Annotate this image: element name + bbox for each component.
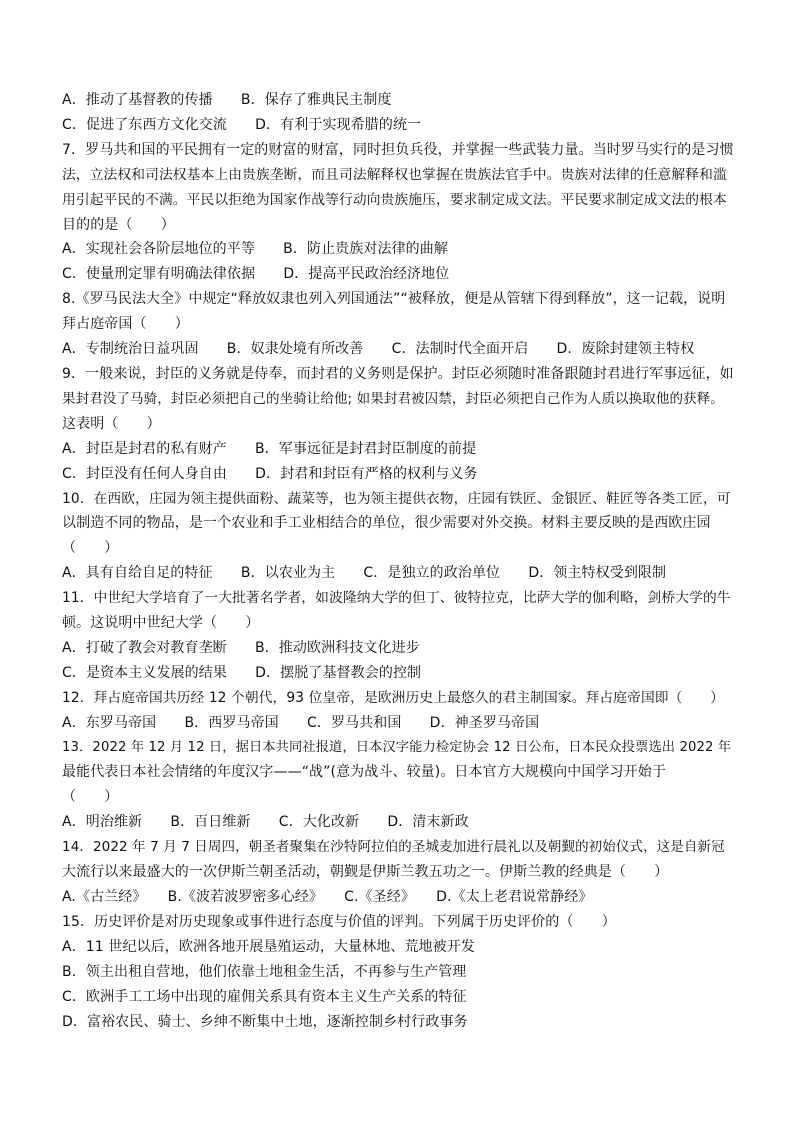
text-line: 10．在西欧，庄园为领主提供面粉、蔬菜等，也为领主提供衣物，庄园有铁匠、金银匠、鞋匠等各类工匠，可 (62, 490, 731, 507)
text-line: A．东罗马帝国 B．西罗马帝国 C．罗马共和国 D．神圣罗马帝国 (62, 714, 540, 731)
text-line: A．实现社会各阶层地位的平等 B．防止贵族对法律的曲解 (62, 241, 448, 258)
text-line: C．使量刑定罪有明确法律依据 D．提高平民政治经济地位 (62, 266, 450, 283)
text-line: 拜占庭帝国（ ） (62, 316, 189, 333)
text-line: 12．拜占庭帝国共历经 12 个朝代，93 位皇帝，是欧洲历史上最悠久的君主制国家。拜占庭帝国即（ ） (62, 689, 725, 706)
text-line: A．明治维新 B．百日维新 C．大化改新 D．清末新政 (62, 814, 469, 831)
text-line: A．推动了基督教的传播 B．保存了雅典民主制度 (62, 92, 392, 108)
text-line: C．封臣没有任何人身自由 D．封君和封臣有严格的权利与义务 (62, 465, 478, 482)
text-line: （ ） (62, 540, 119, 557)
text-line: C．欧洲手工工场中出现的雇佣关系具有资本主义生产关系的特征 (62, 988, 467, 1005)
text-line: A．封臣是封君的私有财产 B．军事远征是封君封臣制度的前提 (62, 440, 477, 457)
text-line: 11．中世纪大学培育了一大批著名学者，如波隆纳大学的但丁、彼特拉克，比萨大学的伽利略，剑桥大学的牛 (62, 590, 731, 607)
text-line: 7．罗马共和国的平民拥有一定的财富的财富，同时担负兵役，并掌握一些武装力量。当时罗马实行的是习惯 (62, 141, 734, 158)
text-line: 大流行以来最盛大的一次伊斯兰朝圣活动，朝觐是伊斯兰教五功之一。伊斯兰教的经典是（ ） (62, 864, 669, 881)
text-line: A．打破了教会对教育垄断 B．推动欧洲科技文化进步 (62, 639, 420, 656)
text-line: C．是资本主义发展的结果 D．摆脱了基督教会的控制 (62, 664, 422, 681)
text-line: 13．2022 年 12 月 12 日，据日本共同社报道，日本汉字能力检定协会 12 日公布，日本民众投票选出 2022 年 (62, 739, 732, 755)
text-line: 这表明（ ） (62, 415, 161, 432)
text-line: 9．一般来说，封臣的义务就是侍奉，而封君的义务则是保护。封臣必须随时准备跟随封君进行军事远征，如 (62, 365, 734, 382)
text-line: 最能代表日本社会情绪的年度汉字——“战”(意为战斗、较量)。日本官方大规模向中国学习开始于 (62, 764, 666, 781)
exam-page (62, 88, 734, 1034)
text-line: （ ） (62, 789, 119, 806)
text-line: 以制造不同的物品，是一个农业和手工业相结合的单位，很少需要对外交换。材料主要反映的是西欧庄园 (62, 515, 711, 532)
text-line: A.《古兰经》 B.《波若波罗密多心经》 C.《圣经》 D.《太上老君说常静经》 (62, 889, 593, 905)
text-line: A．专制统治日益巩固 B．奴隶处境有所改善 C．法制时代全面开启 D．废除封建领主特权 (62, 341, 695, 358)
text-line: 法，立法权和司法权基本上由贵族垄断，而且司法解释权也掌握在贵族法官手中。贵族对法律的任意解释和滥 (62, 166, 727, 183)
text-line: 果封君没了马骑，封臣必须把自己的坐骑让给他; 如果封君被囚禁，封臣必须把自己作为人质以换取他的获释。 (62, 390, 724, 407)
text-line: 用引起平民的不满。平民以拒绝为国家作战等行动向贵族施压，要求制定成文法。平民要求制定成文法的根本 (62, 191, 727, 208)
text-line: A．11 世纪以后，欧洲各地开展垦殖运动，大量林地、荒地被开发 (62, 938, 475, 955)
text-line: 目的的是（ ） (62, 216, 175, 233)
text-line: A．具有自给自足的特征 B．以农业为主 C．是独立的政治单位 D．领主特权受到限制 (62, 565, 667, 582)
text-line: B．领主出租自营地，他们依靠土地租金生活，不再参与生产管理 (62, 963, 467, 980)
text-line: 顿。这说明中世纪大学（ ） (62, 615, 260, 632)
text-line: 14．2022 年 7 月 7 日周四，朝圣者聚集在沙特阿拉伯的圣城麦加进行晨礼以及朝觐的初始仪式，这是自新冠 (62, 839, 725, 856)
text-line: 15．历史评价是对历史现象或事件进行态度与价值的评判。下列属于历史评价的（ ） (62, 913, 616, 930)
text-line: D．富裕农民、骑士、乡绅不断集中土地，逐渐控制乡村行政事务 (62, 1013, 468, 1030)
text-line: 8.《罗马民法大全》中规定“释放奴隶也列入列国通法”“被释放，便是从管辖下得到释放”，这一记载，说明 (62, 291, 726, 308)
text-line: C．促进了东西方文化交流 D．有利于实现希腊的统一 (62, 116, 422, 133)
